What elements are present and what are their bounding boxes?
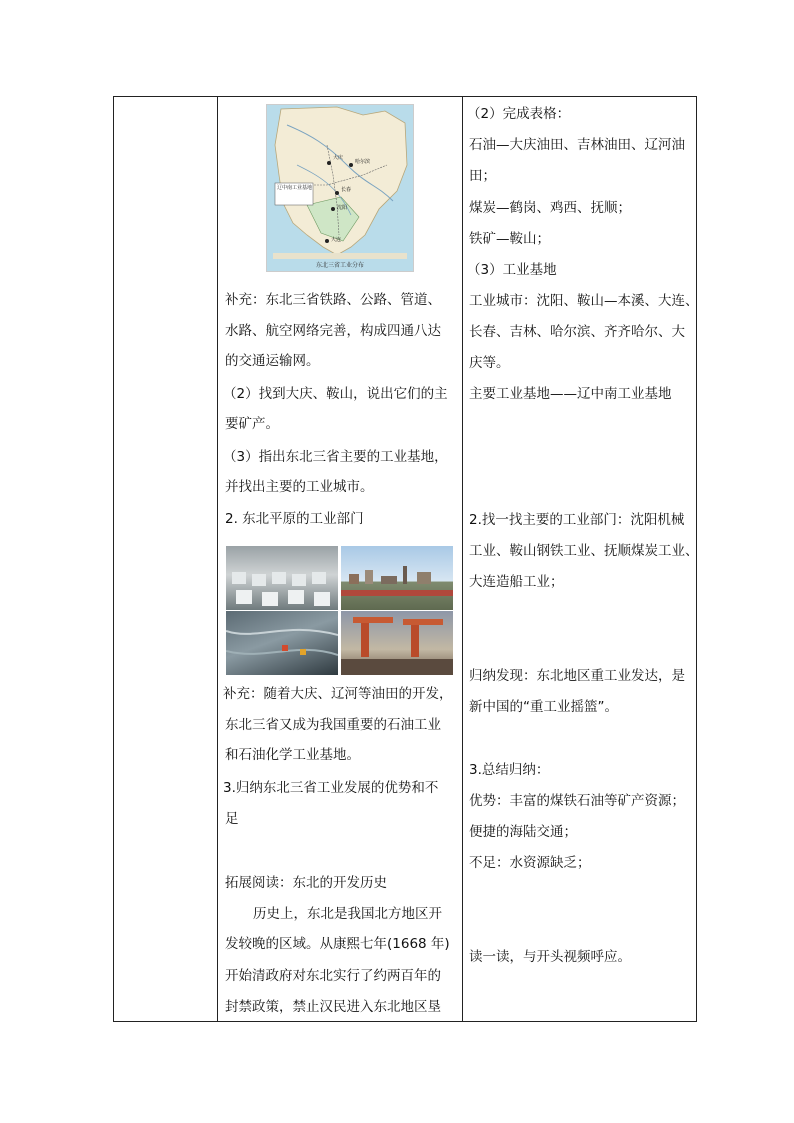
text-line: 煤炭—鹤岗、鸡西、抚顺； — [469, 200, 631, 216]
northeast-industry-map — [266, 104, 414, 272]
map-city-label: 大庆 — [333, 155, 344, 161]
student-activity-column — [463, 97, 697, 1021]
mine-graphic — [226, 611, 338, 675]
reading-line: 历史上，东北是我国北方地区开 — [253, 906, 442, 922]
reading-line: 发较晚的区域。从康熙七年(1668 年) — [225, 936, 450, 952]
map-legend — [273, 253, 407, 259]
map-city-label: 长春 — [341, 187, 352, 193]
text-line: 要矿产。 — [225, 416, 279, 432]
text-line: 东北三省又成为我国重要的石油工业 — [225, 717, 441, 733]
text-line: 补充：东北三省铁路、公路、管道、 — [225, 292, 441, 308]
industrial-city-photo — [341, 546, 453, 610]
map-box-label: 辽中南工业基地 — [277, 185, 313, 191]
text-line: 铁矿—鞍山； — [469, 231, 550, 247]
map-caption: 东北三省工业分布 — [315, 262, 364, 269]
text-line: 石油—大庆油田、吉林油田、辽河油 — [469, 137, 685, 153]
text-line: 长春、吉林、哈尔滨、齐齐哈尔、大 — [469, 324, 685, 340]
reading-line: 封禁政策，禁止汉民进入东北地区垦 — [225, 999, 441, 1015]
lesson-table — [113, 96, 697, 1022]
text-line: 大连造船工业； — [469, 574, 564, 590]
reading-heading: 拓展阅读：东北的开发历史 — [225, 875, 387, 891]
text-line: 新中国的“重工业摇篮”。 — [469, 699, 618, 715]
text-line: （3）工业基地 — [467, 262, 557, 278]
map-city-label: 哈尔滨 — [355, 159, 371, 165]
text-line: 的交通运输网。 — [225, 353, 320, 369]
text-line: 优势：丰富的煤铁石油等矿产资源； — [469, 793, 685, 809]
text-line: 归纳发现：东北地区重工业发达，是 — [469, 668, 685, 684]
city-graphic — [341, 546, 453, 610]
factory-graphic — [226, 546, 338, 610]
text-line: 读一读，与开头视频呼应。 — [469, 949, 631, 965]
section-heading: 2. 东北平原的工业部门 — [225, 511, 364, 527]
map-city-label: 大连 — [331, 237, 342, 243]
teacher-activity-column — [218, 97, 459, 1021]
text-line: 便捷的海陆交通； — [469, 824, 577, 840]
text-line: 和石油化学工业基地。 — [225, 747, 360, 763]
text-line: 工业、鞍山钢铁工业、抚顺煤炭工业、 — [469, 543, 699, 559]
text-line: （2）找到大庆、鞍山，说出它们的主 — [223, 386, 448, 402]
shipyard-photo — [341, 611, 453, 675]
text-line: 补充：随着大庆、辽河等油田的开发， — [223, 686, 453, 702]
shipyard-graphic — [341, 611, 453, 675]
text-line: 2.找一找主要的工业部门：沈阳机械 — [469, 512, 685, 528]
text-line: 足 — [225, 811, 239, 827]
text-line: 主要工业基地——辽中南工业基地 — [469, 386, 672, 402]
map-city-label: 沈阳 — [337, 205, 348, 211]
text-line: （3）指出东北三省主要的工业基地， — [223, 449, 448, 465]
text-line: 工业城市：沈阳、鞍山—本溪、大连、 — [469, 293, 699, 309]
text-line: 田； — [469, 168, 496, 184]
text-line: 水路、航空网络完善，构成四通八达 — [225, 323, 441, 339]
text-line: 并找出主要的工业城市。 — [225, 479, 374, 495]
factory-photo — [226, 546, 338, 610]
reading-line: 开始清政府对东北实行了约两百年的 — [225, 968, 441, 984]
coal-mine-photo — [226, 611, 338, 675]
text-line: （2）完成表格： — [467, 106, 571, 122]
text-line: 不足：水资源缺乏； — [469, 855, 591, 871]
text-line: 庆等。 — [469, 355, 510, 371]
text-line: 3.归纳东北三省工业发展的优势和不 — [223, 780, 439, 796]
text-line: 3.总结归纳： — [469, 762, 550, 778]
